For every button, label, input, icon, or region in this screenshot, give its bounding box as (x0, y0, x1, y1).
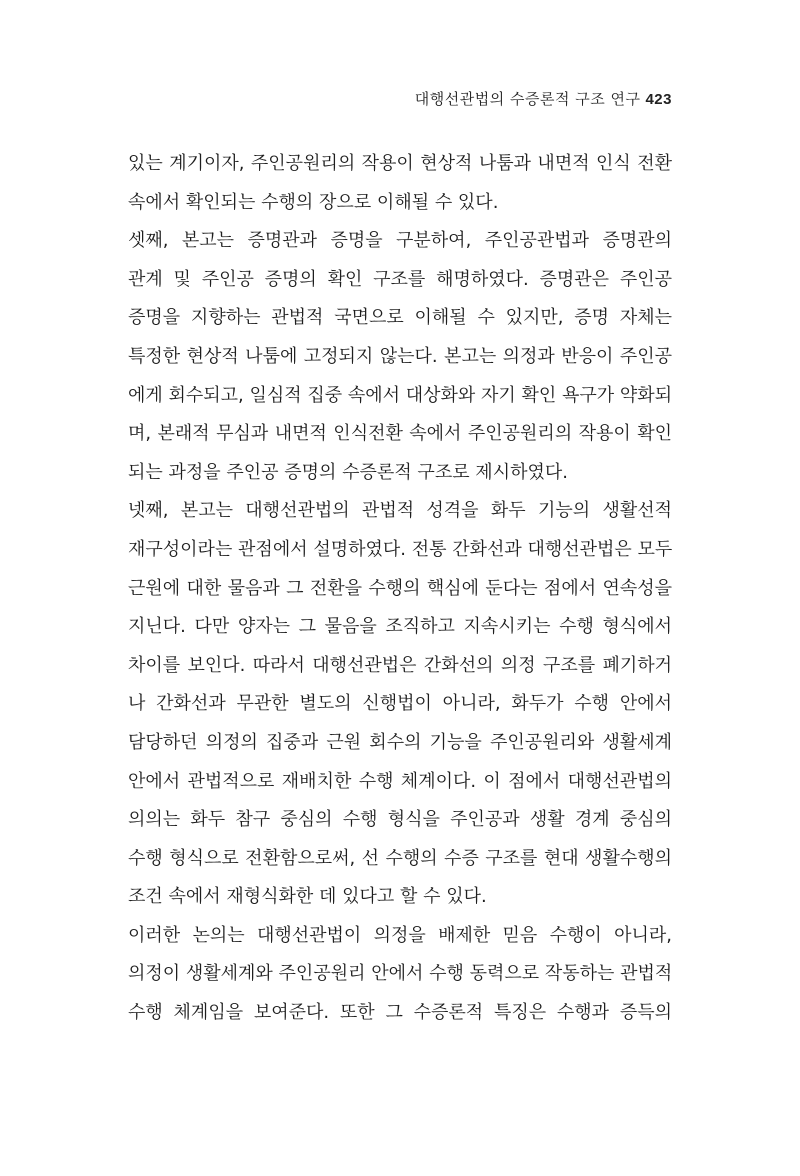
page-number: 423 (645, 91, 672, 108)
text-line: 수행 체계임을 보여준다. 또한 그 수증론적 특징은 수행과 증득의 (128, 1002, 672, 1024)
text-line: 담당하던 의정의 집중과 근원 회수의 기능을 주인공원리와 생활세계 (128, 731, 672, 753)
text-line: 관계 및 주인공 증명의 확인 구조를 해명하였다. 증명관은 주인공 (128, 268, 672, 290)
text-line: 수행 형식으로 전환함으로써, 선 수행의 수증 구조를 현대 생활수행의 (128, 847, 672, 869)
text-line: 의의는 화두 참구 중심의 수행 형식을 주인공과 생활 경계 중심의 (128, 809, 672, 831)
text-line: 지닌다. 다만 양자는 그 물음을 조직하고 지속시키는 수행 형식에서 (128, 616, 672, 638)
text-line: 조건 속에서 재형식화한 데 있다고 할 수 있다. (128, 886, 487, 908)
text-line: 속에서 확인되는 수행의 장으로 이해될 수 있다. (128, 191, 499, 213)
text-line: 나 간화선과 무관한 별도의 신행법이 아니라, 화두가 수행 안에서 (128, 693, 672, 715)
running-head-title: 대행선관법의 수증론적 구조 연구 (414, 90, 641, 108)
text-line: 넷째, 본고는 대행선관법의 관법적 성격을 화두 기능의 생활선적 (128, 500, 672, 522)
text-line: 차이를 보인다. 따라서 대행선관법은 간화선의 의정 구조를 폐기하거 (128, 654, 672, 676)
running-head (415, 88, 672, 109)
text-line: 되는 과정을 주인공 증명의 수증론적 구조로 제시하였다. (128, 461, 568, 483)
text-line: 안에서 관법적으로 재배치한 수행 체계이다. 이 점에서 대행선관법의 (128, 770, 672, 792)
text-line: 에게 회수되고, 일심적 집중 속에서 대상화와 자기 확인 욕구가 약화되 (128, 384, 672, 406)
text-line: 증명을 지향하는 관법적 국면으로 이해될 수 있지만, 증명 자체는 (128, 307, 672, 329)
text-line: 근원에 대한 물음과 그 전환을 수행의 핵심에 둔다는 점에서 연속성을 (128, 577, 672, 599)
text-line: 의정이 생활세계와 주인공원리 안에서 수행 동력으로 작동하는 관법적 (128, 963, 672, 985)
text-line: 재구성이라는 관점에서 설명하였다. 전통 간화선과 대행선관법은 모두 (128, 538, 672, 560)
body-text (128, 145, 672, 1033)
text-line: 며, 본래적 무심과 내면적 인식전환 속에서 주인공원리의 작용이 확인 (128, 423, 672, 445)
text-line: 셋째, 본고는 증명관과 증명을 구분하여, 주인공관법과 증명관의 (128, 230, 672, 252)
text-line: 특정한 현상적 나툼에 고정되지 않는다. 본고는 의정과 반응이 주인공 (128, 345, 672, 367)
text-line: 이러한 논의는 대행선관법이 의정을 배제한 믿음 수행이 아니라, (128, 924, 672, 946)
text-line: 있는 계기이자, 주인공원리의 작용이 현상적 나툼과 내면적 인식 전환 (128, 153, 672, 174)
